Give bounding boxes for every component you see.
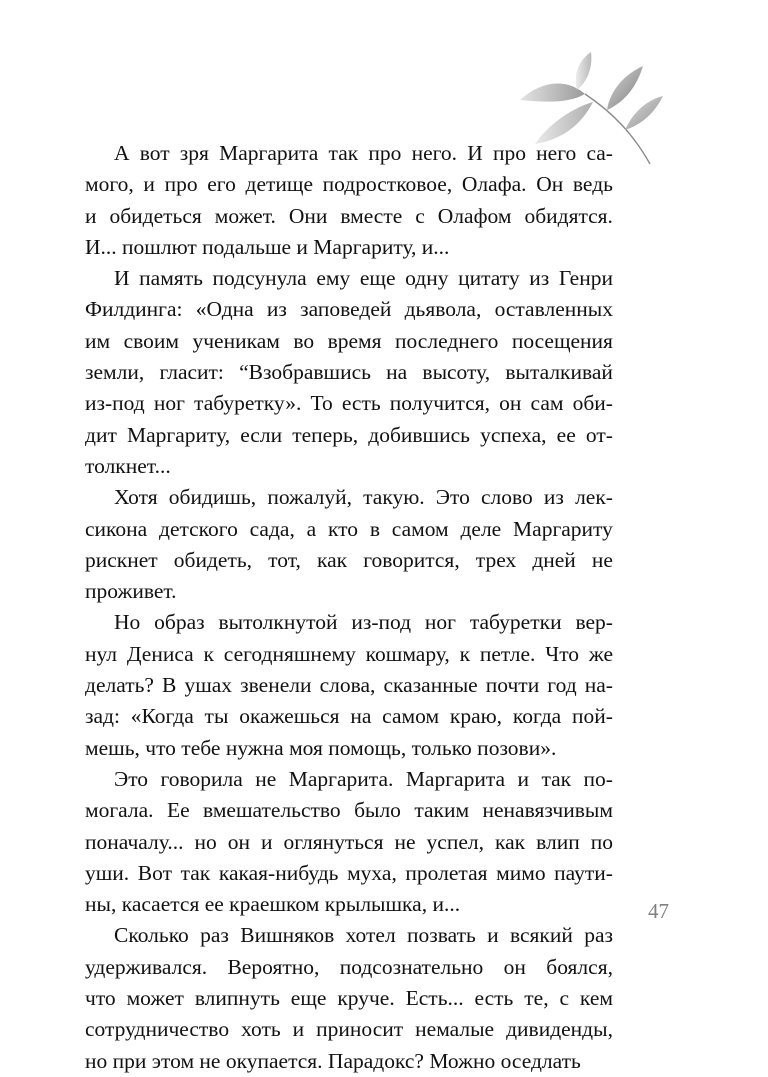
paragraph <box>85 764 613 920</box>
text-line: А вот зря Маргарита так про него. И про него са- <box>114 141 613 165</box>
text-line: уши. Вот так какая-нибудь муха, пролетая мимо паути- <box>85 860 613 885</box>
text-line: сикона детского сада, а кто в самом деле Маргариту <box>85 516 613 541</box>
paragraph <box>85 482 613 607</box>
text-line: земли, гласит: “Взобравшись на высоту, выталкивай <box>85 360 613 385</box>
text-line: толкнет... <box>85 453 171 478</box>
text-line: делать? В ушах звенели слова, сказанные почти год на- <box>85 673 613 698</box>
text-line: поначалу... но он и оглянуться не успел, как влип по <box>85 829 613 854</box>
text-line: зад: «Когда ты окажешься на самом краю, когда пой- <box>85 704 613 729</box>
paragraph <box>85 263 613 482</box>
text-line: Филдинга: «Одна из заповедей дьявола, оставленных <box>85 297 613 322</box>
text-line: могала. Ее вмешательство было таким ненавязчивым <box>85 798 613 823</box>
page-number: 47 <box>648 899 669 923</box>
text-line: Сколько раз Вишняков хотел позвать и всякий раз <box>114 923 613 948</box>
text-line: и обидеться может. Они вместе с Олафом обидятся. <box>85 203 613 228</box>
text-line: им своим ученикам во время последнего посещения <box>85 328 613 353</box>
text-line: дит Маргариту, если теперь, добившись успеха, ее от- <box>85 422 613 447</box>
text-line: мешь, что тебе нужна моя помощь, только позови». <box>85 735 557 760</box>
text-line: но при этом не окупается. Парадокс? Можно оседлать <box>85 1048 581 1073</box>
text-line: Это говорила не Маргарита. Маргарита и так по- <box>114 766 613 791</box>
text-line: И память подсунула ему еще одну цитату из Генри <box>114 266 613 291</box>
text-line: рискнет обидеть, тот, как говорится, трех дней не <box>85 547 613 572</box>
text-line: что может влипнуть еще круче. Есть... есть те, с кем <box>85 986 613 1011</box>
text-line: из-под ног табуретку». То есть получится, он сам оби- <box>85 391 613 416</box>
text-line: Но образ вытолкнутой из-под ног табуретки вер- <box>114 610 613 635</box>
text-line: И... пошлют подальше и Маргариту, и... <box>85 234 450 259</box>
text-line: нул Дениса к сегодняшнему кошмару, к петле. Что же <box>85 641 613 666</box>
text-line: ны, касается ее краешком крылышка, и... <box>85 892 461 917</box>
text-line: мого, и про его детище подростковое, Олафа. Он ведь <box>85 172 613 197</box>
text-line: удерживался. Вероятно, подсознательно он боялся, <box>85 954 613 979</box>
body-text <box>85 138 613 1077</box>
paragraph <box>85 920 613 1076</box>
text-line: проживет. <box>85 579 177 604</box>
paragraph <box>85 138 613 263</box>
paragraph <box>85 607 613 763</box>
text-line: Хотя обидишь, пожалуй, такую. Это слово из лек- <box>114 485 613 510</box>
text-line: сотрудничество хоть и приносит немалые дивиденды, <box>85 1017 613 1042</box>
